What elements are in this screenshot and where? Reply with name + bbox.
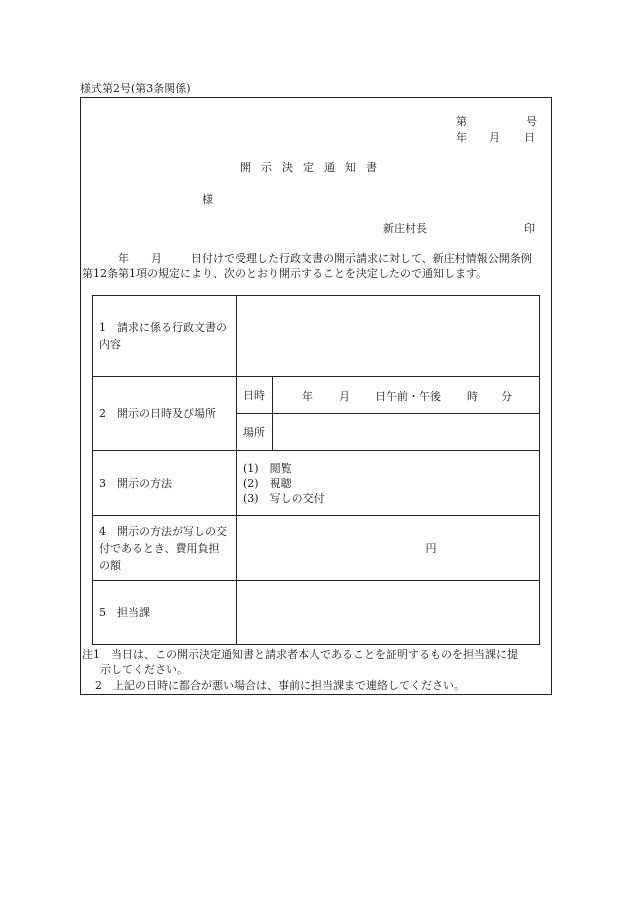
date-day: 日 (524, 131, 535, 144)
date-month: 月 (489, 131, 500, 144)
body-line1: 日付けで受理した行政文書の開示請求に対して、新庄村情報公開条例 (191, 252, 532, 265)
page-title: 開示決定通知書 (240, 161, 387, 174)
fee-label: 4 開示の方法が写しの交 付であるとき、費用負担 の額 (93, 516, 237, 581)
row-method (93, 451, 540, 516)
number-prefix: 第 (456, 115, 467, 128)
addressee-suffix: 様 (202, 193, 213, 206)
method-label: 3 開示の方法 (93, 451, 237, 516)
method-options (237, 451, 540, 516)
dt-year: 年 (302, 390, 313, 403)
requested-document-value (237, 296, 540, 377)
dt-minute: 分 (501, 390, 512, 403)
datetime-place-label: 2 開示の日時及び場所 (93, 377, 237, 451)
method-copy: (3) 写しの交付 (243, 491, 325, 505)
number-suffix: 号 (526, 115, 537, 128)
row-department (93, 581, 540, 645)
method-inspection: (1) 閲覧 (243, 461, 292, 475)
date-year: 年 (456, 131, 467, 144)
row-datetime (93, 377, 540, 414)
body-year: 年 (118, 252, 129, 265)
row-fee (93, 516, 540, 581)
note-1-line1: 注1 当日は、この開示決定通知書と請求者本人であることを証明するものを担当課に提 (82, 648, 518, 661)
form-code: 様式第2号(第3条関係) (80, 82, 191, 95)
body-month: 月 (151, 252, 162, 265)
dt-day-ampm: 日午前・午後 (375, 390, 441, 403)
dt-month: 月 (339, 390, 350, 403)
fee-value: 円 (237, 516, 540, 581)
body-line2: 第12条第1項の規定により、次のとおり開示することを決定したので通知します。 (82, 267, 488, 280)
datetime-label: 日時 (237, 377, 273, 414)
department-label: 5 担当課 (93, 581, 237, 645)
place-value (273, 414, 540, 451)
note-2: 2 上記の日時に都合が悪い場合は、事前に担当課まで連絡してください。 (95, 679, 465, 692)
method-viewing: (2) 視聴 (243, 476, 292, 490)
datetime-value (273, 377, 540, 414)
seal-mark: 印 (524, 222, 535, 235)
department-value (237, 581, 540, 645)
place-label: 場所 (237, 414, 273, 451)
issuer-name: 新庄村長 (383, 222, 427, 235)
disclosure-table (92, 295, 540, 645)
requested-document-label: 1 請求に係る行政文書の 内容 (93, 296, 237, 377)
note-1-line2: 示してください。 (100, 663, 188, 676)
row-requested-document (93, 296, 540, 377)
dt-hour: 時 (467, 390, 478, 403)
